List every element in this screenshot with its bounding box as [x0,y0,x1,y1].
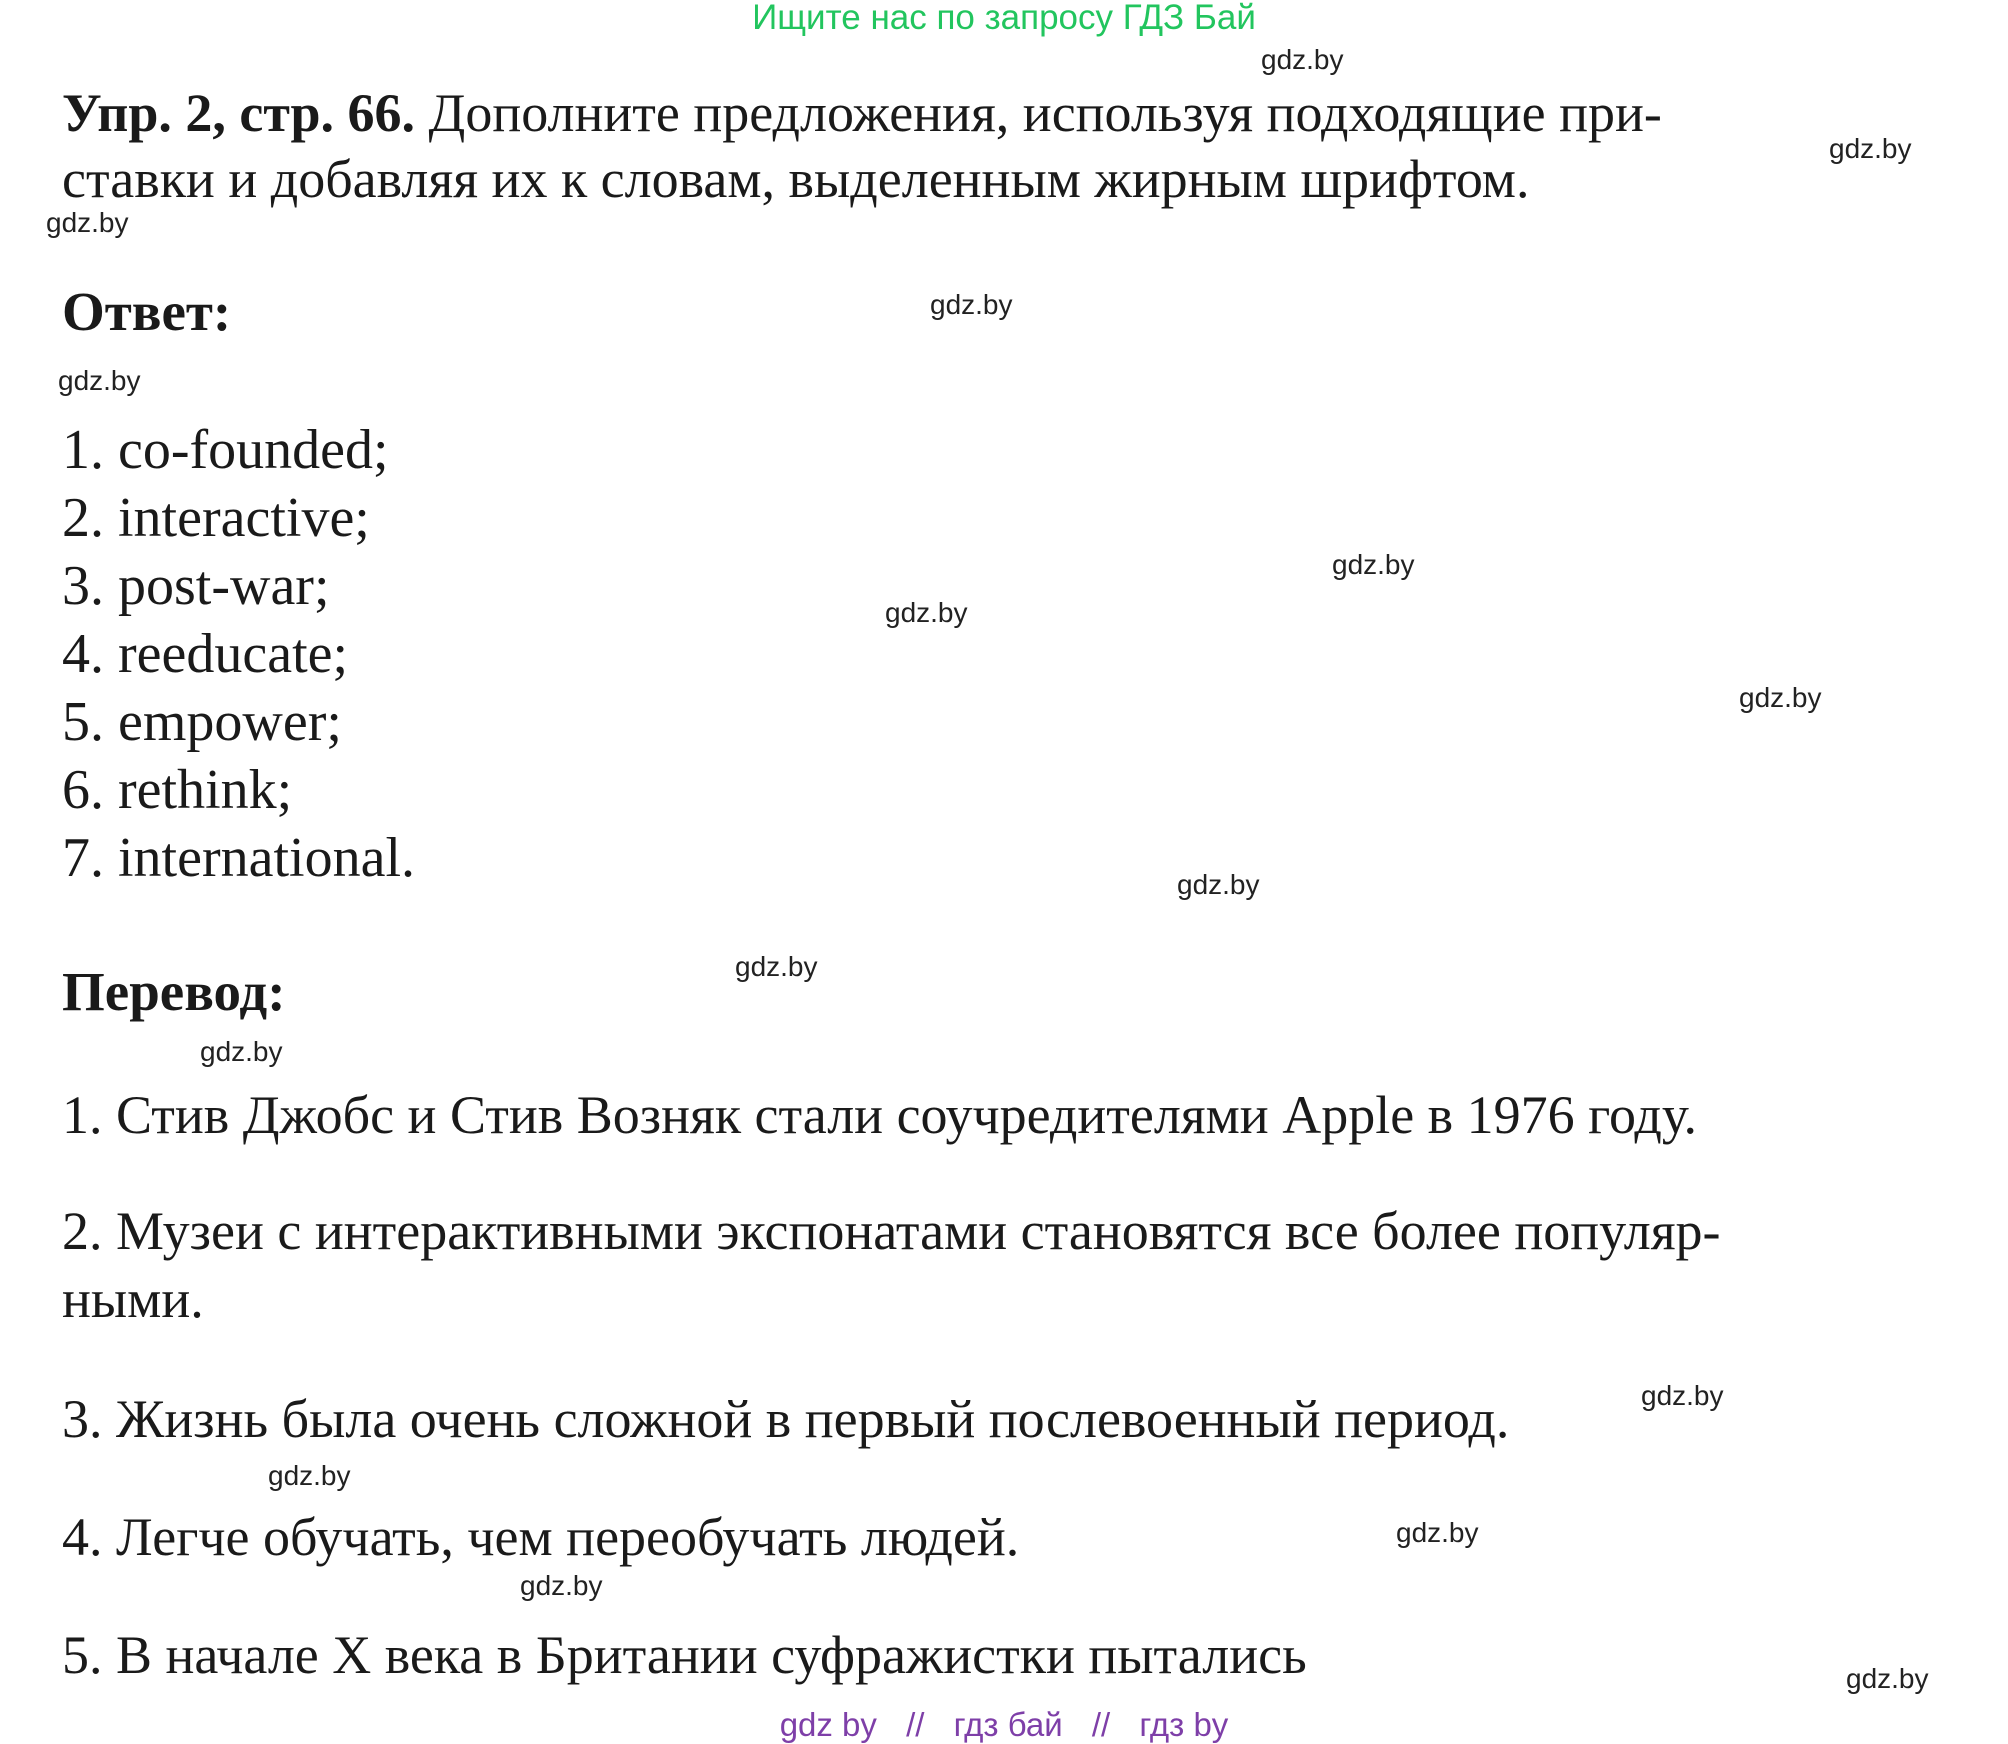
translation-item: 1. Стив Джобс и Стив Возняк стали соучредителями Apple в 1976 году. [62,1085,1697,1145]
footer-link-gdz-by[interactable]: gdz by [779,1706,877,1743]
watermark: gdz.by [735,951,818,982]
task-text-line-1: Дополните предложения, используя подходящие при- [428,83,1662,143]
translation-item: 5. В начале X века в Британии суфражистки пытались [62,1625,1307,1685]
answer-item: 1. co-founded; [62,419,389,481]
translation-item-continuation: ными. [62,1269,204,1329]
top-banner: Ищите нас по запросу ГДЗ Бай [752,0,1256,37]
watermark: gdz.by [1261,44,1344,75]
translation-item: 4. Легче обучать, чем переобучать людей. [62,1507,1020,1567]
translation-item: 2. Музеи с интерактивными экспонатами становятся все более популяр- [62,1201,1721,1261]
task-label: Упр. 2, стр. 66. [62,83,416,143]
answer-item: 4. reeducate; [62,623,349,685]
task-line-1 [62,82,1662,144]
footer-separator: // [906,1706,925,1743]
watermark: gdz.by [1739,682,1822,713]
answer-item: 5. empower; [62,691,342,753]
watermark: gdz.by [268,1460,351,1491]
watermark: gdz.by [58,365,141,396]
translation-item: 3. Жизнь была очень сложной в первый послевоенный период. [62,1389,1510,1449]
footer-link-gdz-bay[interactable]: гдз бай [953,1706,1063,1743]
watermark: gdz.by [1641,1380,1724,1411]
watermark: gdz.by [1396,1517,1479,1548]
watermark: gdz.by [46,207,129,238]
watermark: gdz.by [885,597,968,628]
footer-links [0,1706,2008,1744]
watermark: gdz.by [1332,549,1415,580]
watermark: gdz.by [1177,869,1260,900]
answer-heading: Ответ: [62,281,232,342]
task-text-line-2: ставки и добавляя их к словам, выделенным жирным шрифтом. [62,149,1530,209]
watermark: gdz.by [520,1570,603,1601]
answer-item: 3. post-war; [62,555,330,617]
watermark: gdz.by [1829,133,1912,164]
translation-heading: Перевод: [62,961,286,1022]
watermark: gdz.by [1846,1663,1929,1694]
footer-separator: // [1091,1706,1111,1743]
footer-link-gdz-by-cyr[interactable]: гдз by [1139,1706,1229,1743]
answer-item: 7. international. [62,827,416,889]
watermark: gdz.by [930,289,1013,320]
answer-item: 2. interactive; [62,487,370,549]
answer-item: 6. rethink; [62,759,293,821]
watermark: gdz.by [200,1036,283,1067]
